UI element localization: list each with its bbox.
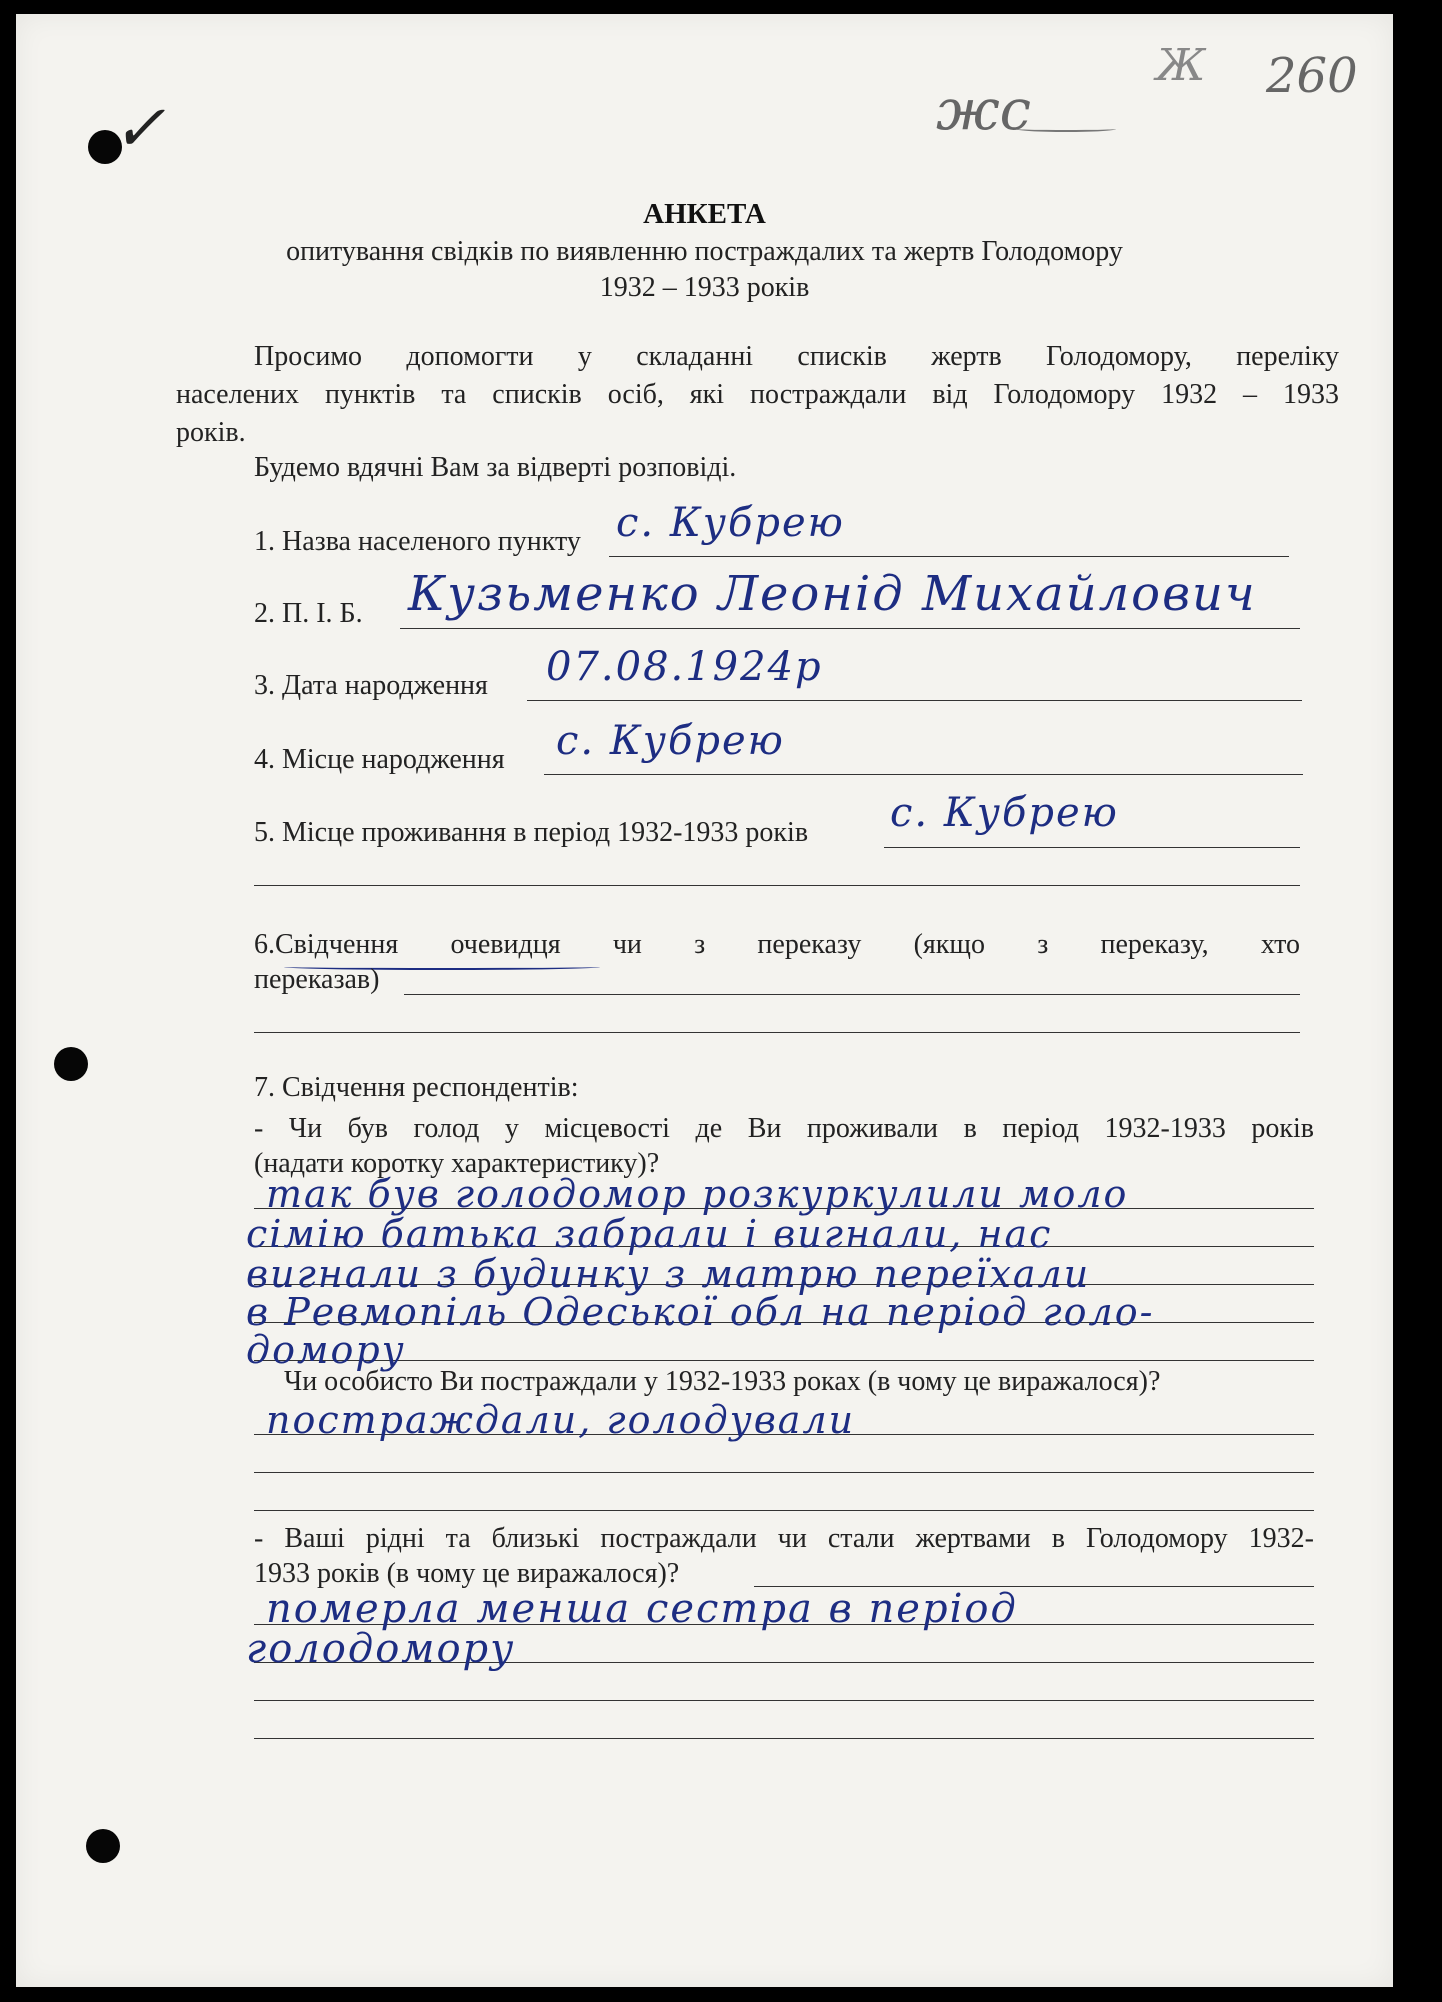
q7-answer-1-text-1: так був голодомор розкуркулили моло	[266, 1172, 1129, 1216]
page-title: АНКЕТА	[643, 198, 766, 230]
intro-line-2: населених пунктів та списків осіб, які постраждали від Голодомору 1932 – 1933	[176, 379, 1339, 410]
q6-line-2: переказав)	[254, 964, 380, 995]
q7-answer-2-line-2	[254, 1472, 1314, 1473]
birth-place-label: 4. Місце народження	[254, 744, 505, 775]
birth-date-field-line	[527, 700, 1302, 701]
intro-line-3: років.	[176, 417, 246, 448]
settlement-field-line	[609, 556, 1289, 557]
questionnaire-sheet	[16, 14, 1393, 1987]
q7-answer-1-text-4: в Ревмопіль Одеської обл на період голо-	[246, 1290, 1155, 1334]
q7-answer-3-line-5	[254, 1738, 1314, 1739]
q7-answer-1-text-3: вигнали з будинку з матрю переїхали	[246, 1252, 1091, 1296]
full-name-value: Кузьменко Леонід Михайлович	[408, 566, 1257, 622]
top-code: Ж	[1156, 40, 1206, 91]
q7-question-1-line-1: - Чи був голод у місцевості де Ви проживали в період 1932-1933 років	[254, 1113, 1314, 1144]
q7-heading: 7. Свідчення респондентів:	[254, 1072, 579, 1103]
top-number: 260	[1266, 48, 1358, 104]
q6-field-line-2	[254, 1032, 1300, 1033]
q6-field-line-1	[404, 994, 1300, 995]
q7-answer-3-text-2: голодомору	[246, 1626, 516, 1672]
punch-hole-bottom	[86, 1829, 120, 1863]
q7-question-3-line-1: - Ваші рідні та близькі постраждали чи стали жертвами в Голодомору 1932-	[254, 1523, 1314, 1554]
q7-answer-3-line-4	[254, 1700, 1314, 1701]
birth-place-value: с. Кубрею	[556, 718, 785, 764]
q7-answer-1-text-5: домору	[246, 1328, 406, 1372]
settlement-value: с. Кубрею	[616, 500, 845, 546]
punch-hole-middle	[54, 1047, 88, 1081]
page-subtitle-line-2: 1932 – 1933 років	[599, 272, 810, 303]
check-mark: ✓	[112, 92, 166, 166]
residence-label: 5. Місце проживання в період 1932-1933 років	[254, 817, 809, 848]
full-name-field-line	[400, 628, 1300, 629]
residence-value: с. Кубрею	[890, 790, 1119, 836]
q7-question-3-line-2: 1933 років (в чому це виражалося)?	[254, 1558, 680, 1589]
q7-answer-1-text-2: сімію батька забрали і вигнали, нас	[246, 1212, 1053, 1256]
intro-thanks: Будемо вдячні Вам за відверті розповіді.	[254, 452, 737, 483]
q7-answer-2-line-3	[254, 1510, 1314, 1511]
q7-question-1-line-2: (надати коротку характеристику)?	[254, 1148, 660, 1179]
residence-field-line-2	[254, 885, 1300, 886]
birth-place-field-line	[544, 774, 1303, 775]
q7-question-2: Чи особисто Ви постраждали у 1932-1933 роках (в чому це виражалося)?	[284, 1366, 1161, 1397]
q7-answer-2-text: постраждали, голодували	[266, 1398, 856, 1442]
q7-answer-3-text-1: померла менша сестра в період	[266, 1586, 1018, 1632]
residence-field-line	[884, 847, 1300, 848]
top-initials: жс	[936, 78, 1032, 143]
settlement-label: 1. Назва населеного пункту	[254, 526, 581, 557]
birth-date-value: 07.08.1924р	[546, 644, 823, 690]
intro-line-1: Просимо допомогти у складанні списків жертв Голодомору, переліку	[254, 341, 1339, 372]
q7-answer-1-line-5	[254, 1360, 1314, 1361]
initials-underline	[1016, 126, 1116, 132]
page-subtitle-line-1: опитування свідків по виявленню постраждалих та жертв Голодомору	[286, 236, 1123, 267]
full-name-label: 2. П. І. Б.	[254, 598, 363, 629]
q6-line-1: 6.Свідчення очевидця чи з переказу (якщо з переказу, хто	[254, 929, 1300, 960]
birth-date-label: 3. Дата народження	[254, 670, 488, 701]
